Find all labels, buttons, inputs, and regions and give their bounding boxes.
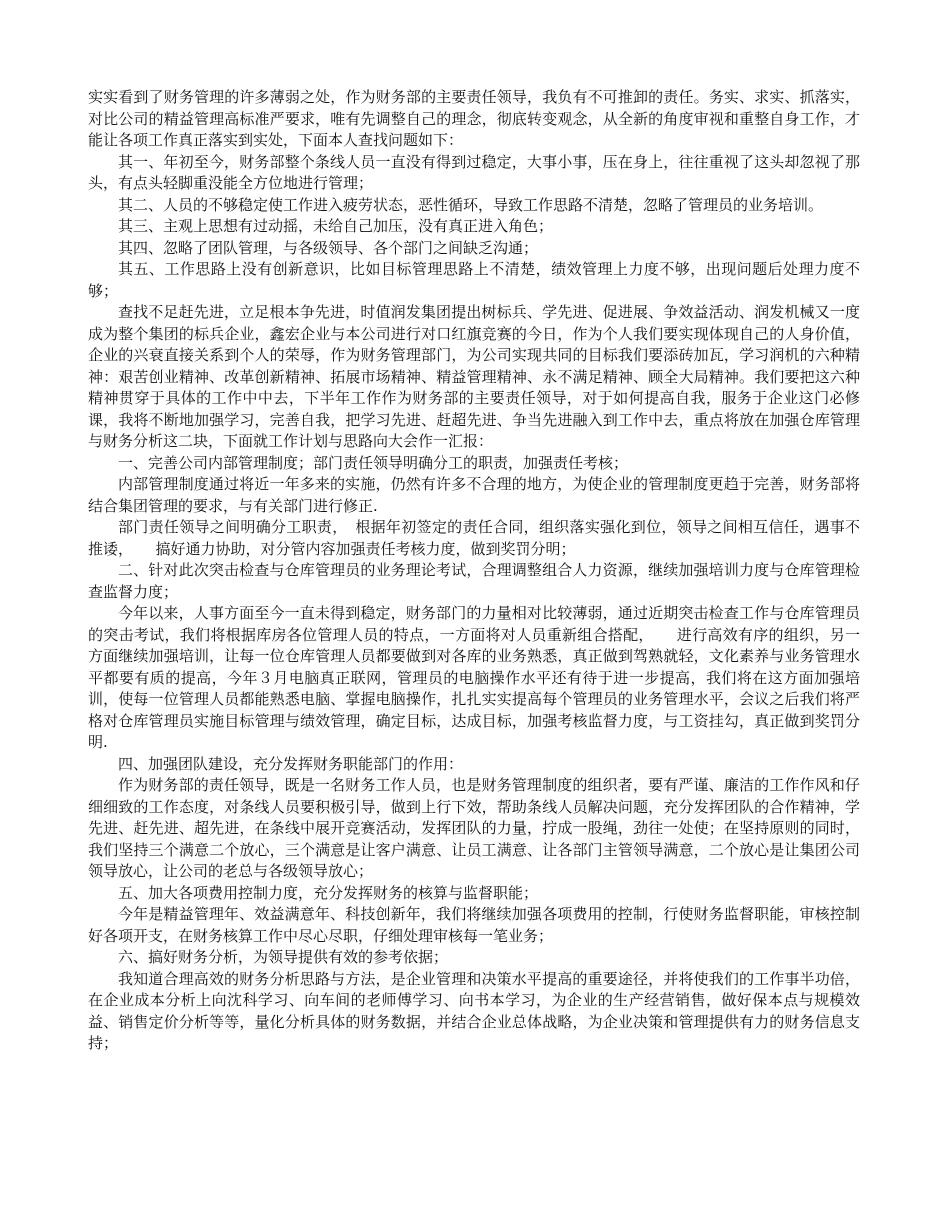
section-heading: 四、加强团队建设，充分发挥财务职能部门的作用：: [118, 754, 464, 773]
paragraph: 其二、人员的不够稳定使工作进入疲劳状态，恶性循环，导致工作思路不清楚，忽略了管理员的业务培训。: [118, 195, 824, 214]
paragraph: 查找不足赶先进，立足根本争先进，时值润发集团提出树标兵、学先进、促进展、争效益活动、润发机械又一度成为整个集团的标兵企业，鑫宏企业与本公司进行对口红旗竞赛的今日，作为个人我们要实现体现自己的人身价值，企业的兴衰直接关系到个人的荣辱，作为财务管理部门，为公司实现共同的目标我们要添砖加瓦，学习润机的六种精神：艰苦创业精神、改革创新精神、拓展市场精神、精益管理精神、永不满足精神、顾全大局精神。我们要把这六种精神贯穿于具体的工作中中去，下半年工作作为财务部的主要责任领导，对于如何提高自我，服务于企业这门必修课，我将不断地加强学习，完善自我，把学习先进、赶超先进、争当先进融入到工作中去，重点将放在加强仓库管理与财务分析这二块，下面就工作计划与思路向大会作一汇报：: [88, 303, 860, 450]
paragraph: 今年是精益管理年、效益满意年、科技创新年，我们将继续加强各项费用的控制，行使财务监督职能，审核控制好各项开支，在财务核算工作中尽心尽职，仔细处理审核每一笔业务；: [88, 905, 860, 945]
paragraph: 其四、忽略了团队管理，与各级领导、各个部门之间缺乏沟通；: [118, 238, 539, 257]
paragraph: 其三、主观上思想有过动摇，未给自己加压，没有真正进入角色；: [118, 217, 554, 235]
paragraph: 其一、年初至今，财务部整个条线人员一直没有得到过稳定，大事小事，压在身上，往往重视了这头却忽视了那头，有点头轻脚重没能全方位地进行管理；: [88, 152, 860, 192]
paragraph: 实实看到了财务管理的许多薄弱之处，作为财务部的主要责任领导，我负有不可推卸的责任。务实、求实、抓落实，对比公司的精益管理高标准严要求，唯有先调整自己的理念，彻底转变观念，从全新的角度审视和重整自身工作，才能让各项工作真正落实到实处，下面本人查找问题如下：: [88, 88, 860, 149]
document-body: [88, 87, 860, 1055]
paragraph: 作为财务部的责任领导，既是一名财务工作人员，也是财务管理制度的组织者，要有严谨、廉洁的工作作风和仔细细致的工作态度，对条线人员要积极引导，做到上行下效，帮助条线人员解决问题，充分发挥团队的合作精神，学先进、赶先进、超先进，在条线中展开竞赛活动，发挥团队的力量，拧成一股绳，劲往一处使；在坚持原则的同时，我们坚持三个满意二个放心，三个满意是让客户满意、让员工满意、让各部门主管领导满意，二个放心是让集团公司领导放心，让公司的老总与各级领导放心；: [88, 776, 860, 880]
paragraph: 今年以来，人事方面至今一直未得到稳定，财务部门的力量相对比较薄弱，通过近期突击检查工作与仓库管理员的突击考试，我们将根据库房各位管理人员的特点，一方面将对人员重新组合搭配， 进行高效有序的组织，另一方面继续加强培训，让每一位仓库管理人员都要做到对各库的业务熟悉，真正做到驾熟就轻，文化素养与业务管理水平都要有质的提高，今年３月电脑真正联网，管理员的电脑操作水平还有待于进一步提高，我们将在这方面加强培训，使每一位管理人员都能熟悉电脑、掌握电脑操作，扎扎实实提高每个管理员的业务管理水平，会议之后我们将严格对仓库管理员实施目标管理与绩效管理，确定目标，达成目标，加强考核监督力度，与工资挂勾，真正做到奖罚分明.: [88, 604, 860, 751]
paragraph: 内部管理制度通过将近一年多来的实施，仍然有许多不合理的地方，为使企业的管理制度更趋于完善，财务部将结合集团管理的要求，与有关部门进行修正.: [88, 475, 860, 515]
section-heading: 五、加大各项费用控制力度，充分发挥财务的核算与监督职能；: [118, 883, 539, 902]
paragraph: 其五、工作思路上没有创新意识，比如目标管理思路上不清楚，绩效管理上力度不够，出现问题后处理力度不够；: [88, 260, 860, 300]
section-heading: 一、完善公司内部管理制度；部门责任领导明确分工的职责，加强责任考核；: [118, 453, 629, 472]
section-heading: 二、针对此次突击检查与仓库管理员的业务理论考试，合理调整组合人力资源，继续加强培训力度与仓库管理检查监督力度；: [88, 561, 860, 601]
section-heading: 六、搞好财务分析，为领导提供有效的参考依据；: [118, 948, 449, 966]
paragraph: 部门责任领导之间明确分工职责， 根据年初签定的责任合同，组织落实强化到位，领导之间相互信任，遇事不推诿， 搞好通力协助，对分管内容加强责任考核力度，做到奖罚分明；: [88, 518, 860, 558]
paragraph: 我知道合理高效的财务分析思路与方法，是企业管理和决策水平提高的重要途径，并将使我们的工作事半功倍，在企业成本分析上向沈科学习、向车间的老师傅学习、向书本学习，为企业的生产经营销售，做好保本点与规模效益、销售定价分析等等，量化分析具体的财务数据，并结合企业总体战略，为企业决策和管理提供有力的财务信息支持；: [88, 969, 860, 1052]
